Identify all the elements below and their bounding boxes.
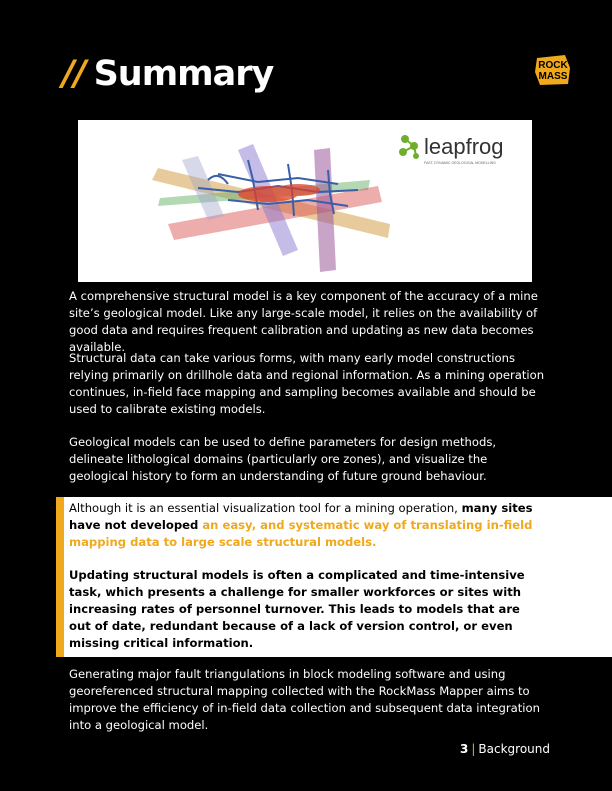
highlight-intro: Although it is an essential visualization tool for a mining operation, (69, 501, 462, 515)
paragraph-1: A comprehensive structural model is a key component of the accuracy of a mine site’s geological model. Like any large-scale model, it relies on the availability of good data and requires frequent calibration and updating as new data becomes available. (69, 289, 538, 354)
highlight-accent-text: an easy, and systematic way of translating in-field mapping data to large scale structural models. (69, 518, 533, 549)
highlight-accent-bar (56, 497, 64, 657)
highlight-paragraph-2: Updating structural models is often a complicated and time-intensive task, which presents a challenge for smaller workforces or sites with increasing rates of personnel turnover. This leads to models that are out of date, redundant because of a lack of version control, or even missing critical information. (69, 568, 525, 650)
title-slashes: // (62, 54, 86, 94)
logo-text-top: ROCK (538, 60, 568, 71)
rockmass-logo-icon (535, 54, 571, 86)
highlight-callout (56, 497, 612, 657)
page-number: 3 (460, 742, 469, 756)
page-footer (460, 742, 550, 756)
structural-model-illustration (78, 120, 532, 282)
footer-separator: | (471, 742, 476, 756)
title-text: Summary (93, 54, 274, 94)
highlight-bold: many sites have not developed (69, 501, 533, 532)
leapfrog-tagline: FAST, DYNAMIC GEOLOGICAL MODELLING (424, 161, 496, 165)
rockmass-logo (535, 54, 571, 86)
highlight-paragraph-1 (69, 500, 545, 551)
paragraph-3: Geological models can be used to define parameters for design methods, delineate lithological domains (particularly ore zones), and visualize the geological history to form an understanding of future ground behaviour. (69, 435, 497, 483)
page-title (62, 52, 273, 96)
leapfrog-model-figure (78, 120, 532, 282)
paragraph-2: Structural data can take various forms, with many early model constructions relying primarily on drillhole data and regional information. As a mining operation continues, in-field face mapping and sampling becomes available and should be used to calibrate existing models. (69, 351, 545, 416)
leapfrog-brand: leapfrog (424, 134, 504, 159)
logo-text-bottom: MASS (538, 71, 568, 82)
section-name: Background (478, 742, 550, 756)
paragraph-4: Generating major fault triangulations in block modeling software and using georeferenced structural mapping collected with the RockMass Mapper aims to improve the efficiency of in-field data collection and subsequent data integration into a geological model. (69, 667, 540, 732)
leapfrog-logo (399, 134, 504, 165)
